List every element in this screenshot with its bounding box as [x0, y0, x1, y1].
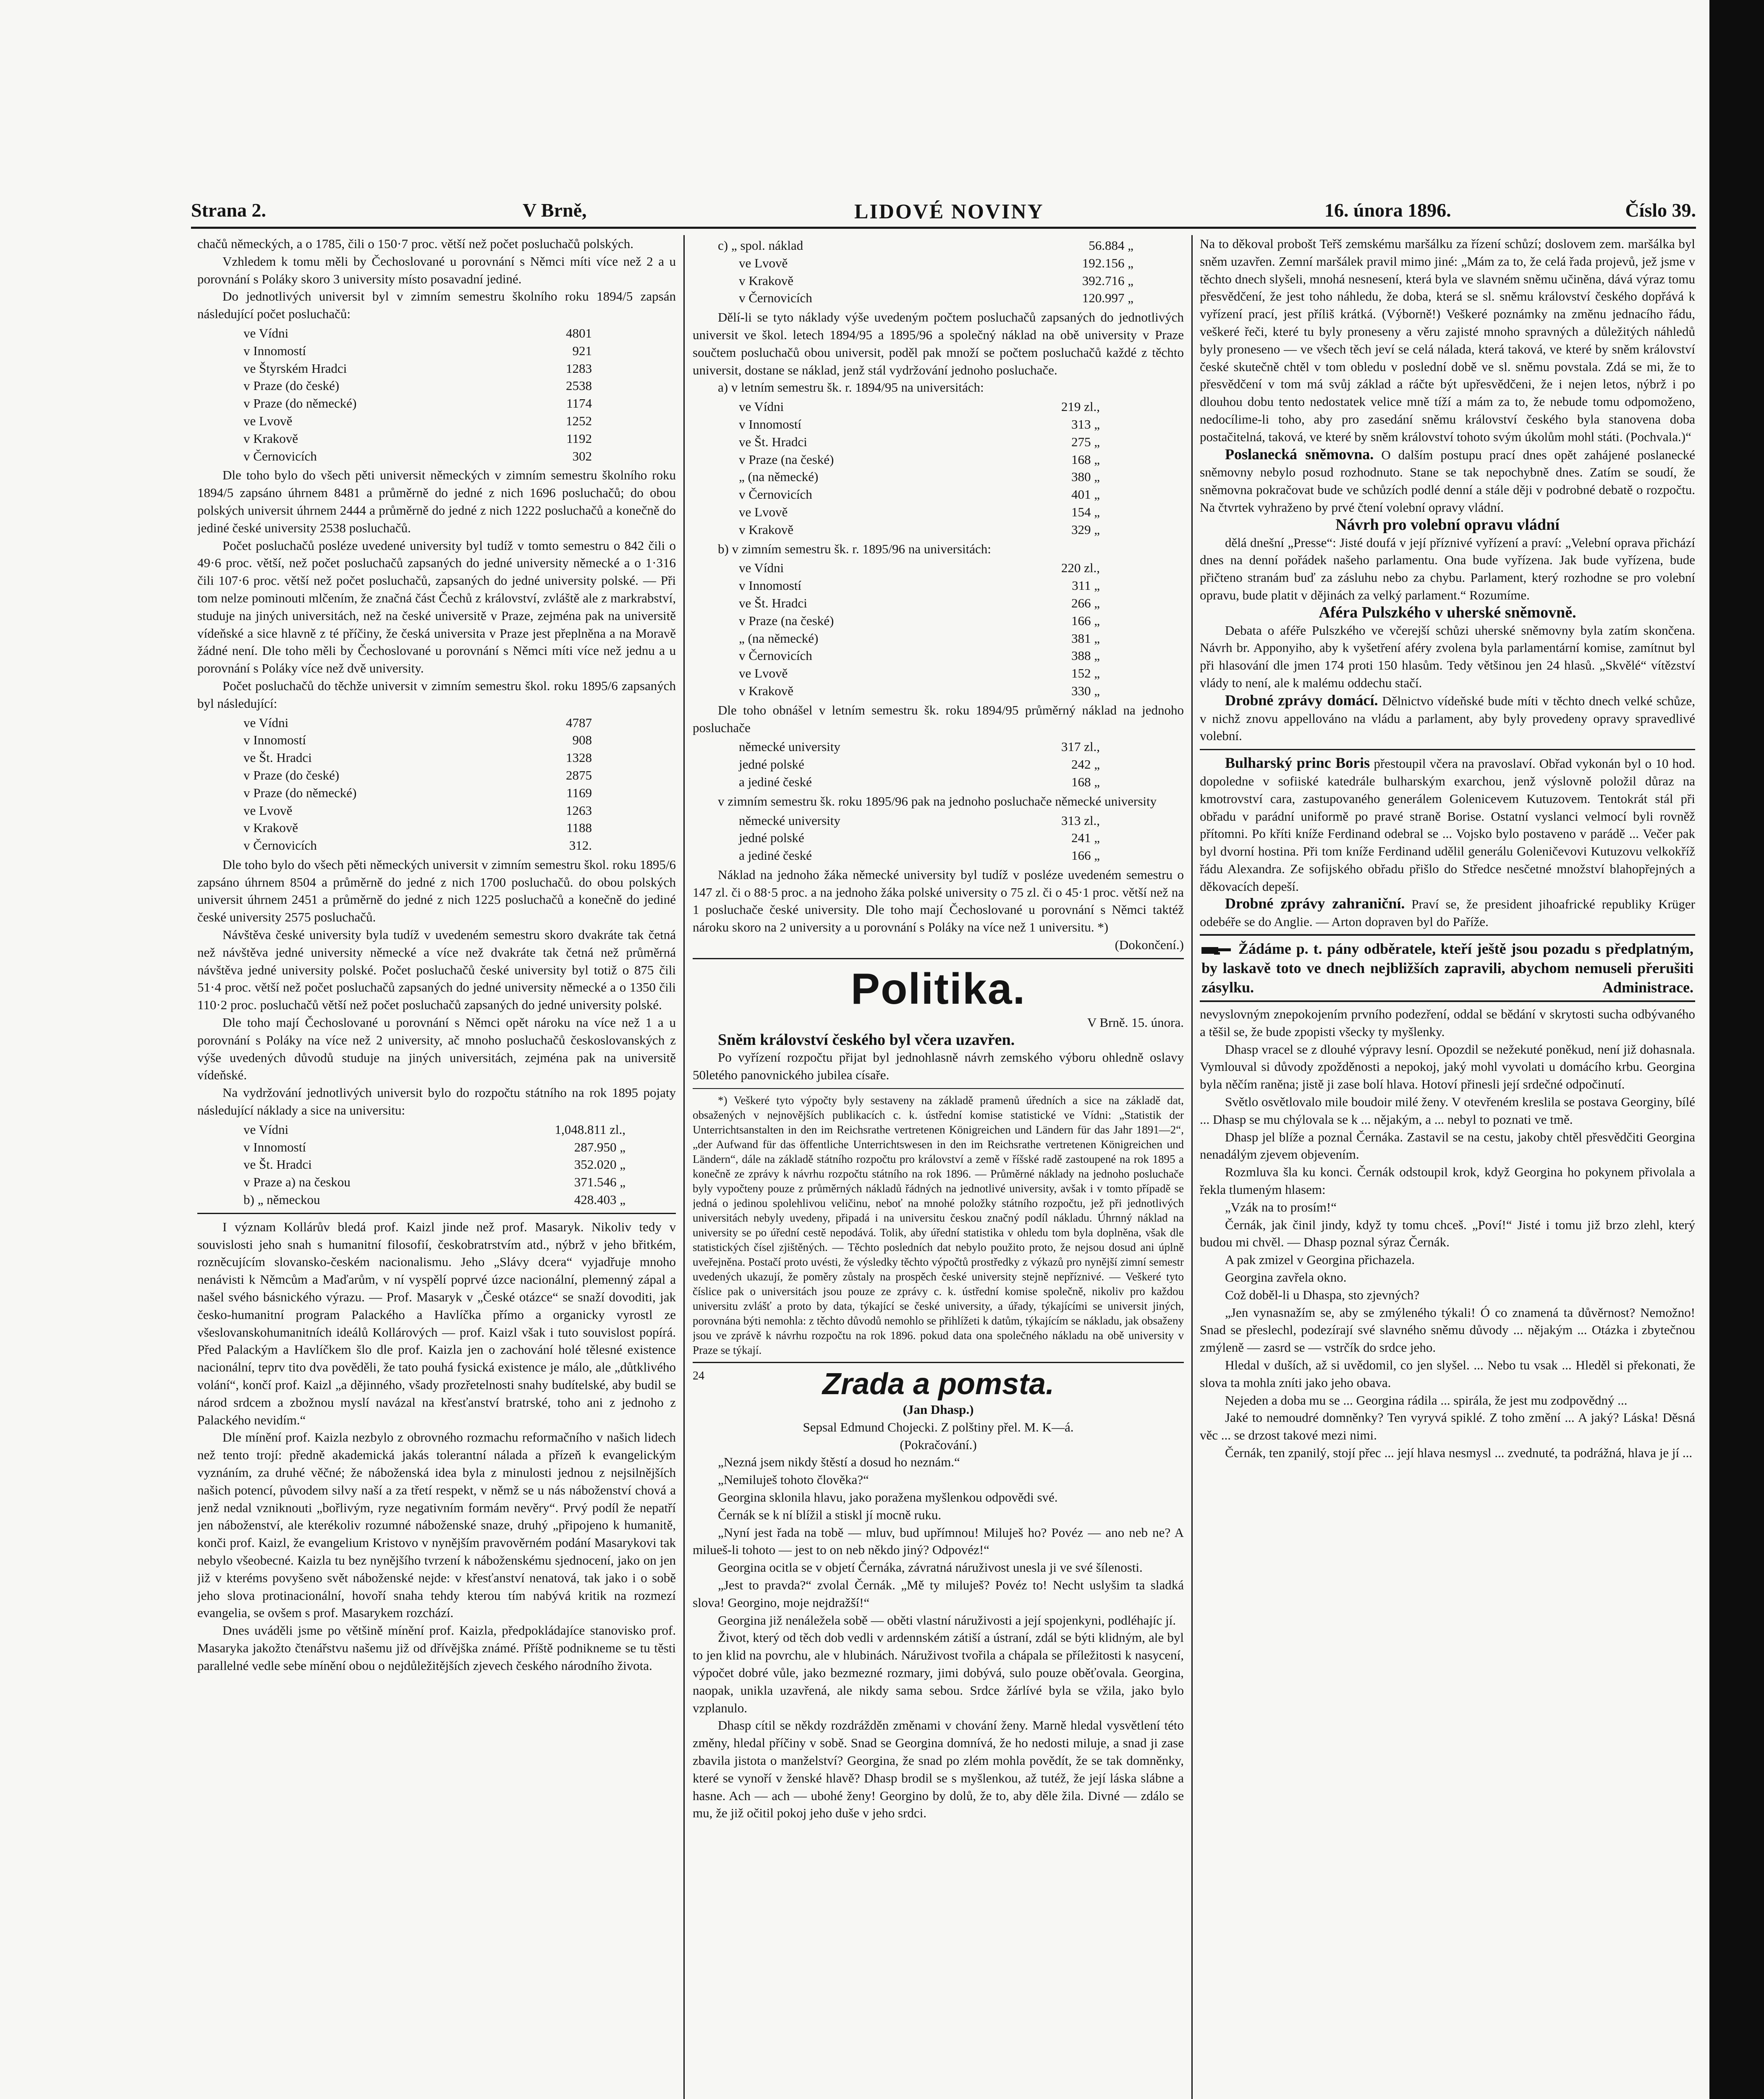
column-divider	[683, 235, 685, 2099]
table-value: 921	[572, 343, 592, 358]
table-label: ve Št. Hradci	[243, 1157, 312, 1172]
article-text: Debata o aféře Pulszkého ve včerejší schůzi uherské sněmovny byla zatím skončena. Návrh br. Apponyiho, aby k vyšetření aféry zvolena byla parlamentární komise, zamítnut byl při hlasování dle jmen 174 proti 150 hlasům. Tedy většinou jen 24 hlasů. „Skvělé“ vítězství vlády to není, ale k malému oddechu stačí.	[1200, 623, 1695, 690]
table-value: 908	[572, 733, 592, 748]
story-text: Hledal v duších, až si uvědomil, co jen slyšel. ... Nebo tu vsak ... Hleděl si překonati, že slova ta mohla zníti jako jeho obava.	[1200, 1358, 1695, 1390]
page-header	[191, 196, 1696, 226]
article-body: O dalším postupu prací dnes opět zahájené poslanecké sněmovny nebylo posud rozhodnuto. Stane se tak nepochybně dnes. Zatím se soudí, že sněmovna pokračovat bude ve schůzích podlé denní a stále ději v podrobné debatě o rozpočtu. Na čtvrtek vyhraženo by prvé čtení volební opravy vládní.	[1200, 447, 1695, 515]
table-value: 220 zl.,	[1061, 560, 1100, 576]
article-text: Počet posluchačů do těchže universit v zimním semestru škol. roku 1895/6 zapsaných byl následující:	[197, 678, 676, 711]
table-label: ve Lvově	[739, 666, 788, 681]
article-text	[1200, 895, 1695, 931]
article-heading: Bulharský princ Boris	[1225, 754, 1370, 772]
table-value: 1188	[566, 820, 592, 835]
table-label: v Praze (do české)	[243, 378, 340, 393]
table-value: 1252	[566, 413, 592, 428]
story-text: Černák, ten zpanilý, stojí přec ... její hlava nesmysl ... zvednuté, ta podrážná, hlava je jí ...	[1225, 1445, 1693, 1460]
section-rule	[1200, 749, 1695, 750]
story-text: „Nezná jsem nikdy štěstí a dosud ho neznám.“	[718, 1455, 960, 1470]
table-value: 219 zl.,	[1061, 399, 1100, 414]
feuilleton-continued: (Pokračování.)	[900, 1437, 977, 1452]
article-text: Na vydržování jednotlivých universit bylo do rozpočtu státního na rok 1895 pojaty následující náklady a sice na universitu:	[197, 1085, 676, 1118]
table-label: ve Lvově	[739, 255, 788, 270]
table-label: v Innomostí	[243, 1139, 306, 1154]
story-text: Černák, jak činil jindy, když ty tomu chceš. „Poví!“ Jisté i tomu již brzo zlehl, který budou mi chvěl. — Dhasp poznal sýraz Černák.	[1200, 1217, 1695, 1250]
notice-signature: Administrace.	[1602, 979, 1693, 996]
article-heading: Poslanecká sněmovna.	[1225, 445, 1374, 463]
per-student-table-b	[693, 559, 1184, 699]
story-text: Nejeden a doba mu se ... Georgina rádila ... spirála, že jest mu zodpovědný ...	[1225, 1392, 1628, 1408]
header-rule	[191, 227, 1696, 229]
footnote-rule	[693, 1088, 1184, 1089]
per-student-table-a	[693, 398, 1184, 538]
article-text: Počet posluchačů posléze uvedené university byl tudíž v tomto semestru o 842 čili o 49·6 proc. větší, než počet posluchačů zapsaných do jedné university německé a o 1·316 čili 107·6 proc. větší než počet posluchačů, zapsaných do jedné university polské. — Při tom nelze pominouti mlčením, že značná část Čechů z království, zvláště ale z markrabství, studuje na jiných universitách, než na české universitě v Praze, zejména pak na universitě vídeňské a sice hlavně z té příčiny, že česká universita v Praze jest přeplněna a na Moravě žádné není. Dle toho měli by Čechoslované u porovnání s Němci míti více než jednu a u porovnání s Poláky více než dvě university.	[197, 538, 676, 676]
issue-date: 16. února 1896.	[1324, 199, 1451, 221]
table-value: 381 „	[1071, 631, 1100, 646]
story-text: „Jest to pravda?“ zvolal Černák. „Mě ty miluješ? Povéz to! Necht uslyšim ta sladká slova! Georgino, moje nejdražší!“	[693, 1578, 1184, 1610]
table-label: v Innomostí	[243, 733, 306, 748]
story-text: Georgina sklonila hlavu, jako poražena myšlenkou odpovědi své.	[718, 1490, 1058, 1505]
table-label: v Innomostí	[243, 343, 306, 358]
table-value: 4801	[566, 325, 592, 340]
table-value: 329 „	[1071, 522, 1100, 537]
page-number: Strana 2.	[191, 199, 266, 221]
subscription-notice	[1200, 934, 1695, 1002]
table-value: 330 „	[1071, 683, 1100, 698]
table-value: 1169	[566, 785, 592, 800]
article-text: b) v zimním semestru šk. r. 1895/96 na universitách:	[718, 541, 991, 556]
table-label: v Krakově	[739, 273, 793, 288]
table-value: 275 „	[1071, 434, 1100, 449]
column-divider	[1191, 235, 1193, 2099]
average-table-2	[693, 812, 1184, 864]
scan-edge	[1709, 0, 1764, 2099]
table-label: a jediné české	[739, 848, 812, 863]
story-text: Život, který od těch dob vedli v ardennském zátiší a ústraní, zdál se býti klidným, ale byl to jen klid na povrchu, ale v hlubinách. Náruživost tvořila a chápala se příležitosti k nasycení, výpočet dobré vůle, jako bezmezné rozmary, jimi dobývá, sulo pouze oběťovala. Georgina, naopak, unikla uzavřená, ale nikdy sama sebou. Srdce žárlívé byla se vžila, jako bylo vzplanulo.	[693, 1630, 1184, 1715]
table-value: 392.716 „	[1082, 273, 1133, 288]
table-label: v Černovicích	[739, 487, 812, 502]
table-label: „ (na německé)	[739, 631, 819, 646]
table-label: ve Lvově	[243, 803, 293, 818]
article-text: v zimním semestru šk. roku 1895/96 pak na jednoho posluchače německé university	[718, 793, 1157, 809]
article-text: Dle toho mají Čechoslované u porovnání s Němci opět nároku na více než 1 a u porovnání s Poláky na více než 2 university, ač mnoho posluchačů českoslovanských z výše uvedených důvodů studuje na jiných universitách, zejména pak na universitě vídeňské.	[197, 1015, 676, 1083]
story-text: Dhasp jel blíže a poznal Černáka. Zastavil se na cestu, jakoby chtěl přesvědčiti Georgina nenadálým zjevem objevením.	[1200, 1129, 1695, 1162]
story-text: Jaké to nemoudré domněnky? Ten vyryvá spiklé. Z toho změní ... A jaký? Láska! Děsná věc ... se drzost takové mezi nimi.	[1200, 1410, 1695, 1443]
table-value: 1192	[566, 431, 592, 446]
feuilleton-header	[693, 1367, 1184, 1401]
table-value: 120.997 „	[1082, 291, 1133, 306]
pointing-hand-icon	[1201, 944, 1231, 957]
table-value: 166 „	[1071, 613, 1100, 628]
table-label: v Krakově	[739, 522, 793, 537]
table-label: v Praze (do české)	[243, 767, 340, 783]
table-label: v Černovicích	[739, 648, 812, 663]
table-value: 380 „	[1071, 469, 1100, 484]
story-text: „Jen vynasnažím se, aby se zmýleného týkali! Ó co znamená ta důvěrnost? Nemožno! Snad se přeslechl, podezírají své slavného sněmu důvody ... nějakým ... Otázka i zbytečnou zmýleně — zasrd se — vstrčík do srdce jeho.	[1200, 1305, 1695, 1355]
table-label: „ (na německé)	[739, 469, 819, 484]
enrollment-table-1894	[197, 325, 676, 465]
section-rule	[693, 1362, 1184, 1363]
article-text: Na to děkoval probošt Teřš zemskému maršálku za řízení schůzí; doslovem zem. maršálka byl sněm uzavřen. Zemní maršálek pravil mimo jiné: „Mám za to, že celá řada projevů, jež jsme v těchto dnech slyšeli, mnohá nesnesení, která byla ve slavném sněmu učiněna, dává výraz tomu přesvědčení, že jest toho náhledu, že doba, která se sl. sněmu království českého dopřává k vyřízení prací, jest příliš krátká. (Výborně!) Veškeré poznámky na změnu jednacího řádu, veškeré řeči, které tu byly proneseny a věru zajisté mnoho spravných a důležitých náhledů byly proneseno — ve všech těch jeví se celá nálada, která taková, ve které by sněm království české skutečně chtěl v tom obledu v poslední době ve sl. sněmu povstala. Zdá se mi, že to přesvědčení v tom má svůj základ a ráčte být upřesvědčeni, že i nejen letos, nýbrž i po dlouhou dobu tento nedostatek velice mně tíží a mám za to, že nebude tomu odpomoženo, nedocílime-li toho, aby pro zasedání sněmu království českého byla stanovena doba postačitelná, taková, ve které by sněm království tohoto svým úkolům mohl státi. (Pochvala.)“	[1200, 236, 1695, 444]
story-text: nevyslovným znepokojením prvního podezření, oddal se bědání v skrytosti sucha odbývaného a těšil se, že bude zpopisti všecky ty myšlenky.	[1200, 1007, 1695, 1039]
section-title: Politika.	[851, 964, 1026, 1013]
story-text: Rozmluva šla ku konci. Černák odstoupil krok, když Georgina ho pokynem přivolala a řekla tlumeným hlasem:	[1200, 1165, 1695, 1197]
table-label: jedné polské	[739, 757, 804, 772]
article-text: Dle mínění prof. Kaizla nezbylo z obrovného rozmachu reformačního v našich lidech než tento trojí: předně akademická jakás tolerantní nálada a přízeň k evangelickým vyznáním, za druhé věčné; že náboženská idea byla z minulosti jednou z nejsilnějších našich potencí, původem silvy naší a za třetí respekt, v němž se u nás náboženství chová a jenž nedal vzniknouti „bořlivým, ryze negativním formám nevěry“. Prvý podíl že nepatří jen náboženství, ale kterékoliv rozumné náboženské snaze, druhý „připojeno k humanitě, konči prof. Kaizl, že evangelium Kristovo v nynějším pravověrném podání Masarykovi tak nebylo všeobecné. Kaizla tu bez nynějšího tvrzení k náboženskému sjednocení, jako on jen již v kteréms povyšeno svět náboženské nejde: v křesťanství nenatová, tak jako i o sobě jeho slova protinacionální, hovoří snaha tehdy kterou tím nabývá kritik na rozmezí evangelia, se ovšem s prof. Masarykem rozchází.	[197, 1430, 676, 1620]
column-1	[197, 235, 676, 2099]
section-rule	[197, 1213, 676, 1214]
article-heading: Drobné zprávy domácí.	[1225, 691, 1378, 709]
article-text: Návštěva české university byla tudíž v uvedeném semestru skoro dvakráte tak četná než návštěva jedné university německé a více než dvakráte tak četná než průměrná návštěva jedné university polské. Počet posluchačů české university byl totiž o 875 čili 51·4 proc. větší než počet posluchačů zapsaných do jedné university německé a o 1350 čili 110·2 proc. posluchačů větší než počet posluchačů zapsaných do jedné university polské.	[197, 927, 676, 1013]
article-text: Po vyřízení rozpočtu přijat byl jednohlasně návrh zemského výboru ohledně oslavy 50letého panovnického jubilea císaře.	[693, 1050, 1184, 1083]
story-text: Světlo osvětlovalo mile boudoir milé ženy. V otevřeném kreslila se postava Georginy, bílé ... Dhasp se mu chýlovala se k ... nějakým, a ... nebyl to poznati ve tmě.	[1200, 1094, 1695, 1127]
table-label: b) „ německou	[243, 1192, 320, 1207]
table-label: v Praze (do německé)	[243, 785, 357, 800]
feuilleton-author: (Jan Dhasp.)	[903, 1402, 974, 1417]
table-value: 1,048.811 zl.,	[555, 1122, 626, 1137]
table-value: 168 „	[1071, 774, 1100, 789]
table-label: v Praze (na české)	[739, 452, 834, 467]
table-value: 2875	[566, 767, 592, 783]
article-text	[1200, 754, 1695, 895]
table-label: ve Lvově	[243, 413, 293, 428]
table-label: jedné polské	[739, 830, 804, 845]
average-table-1	[693, 738, 1184, 790]
table-label: ve Št. Hradci	[739, 595, 807, 610]
enrollment-table-1895	[197, 714, 676, 854]
table-value: 1328	[566, 750, 592, 765]
table-label: v Krakově	[739, 683, 793, 698]
dateline: V Brně. 15. února.	[1087, 1015, 1184, 1030]
article-text: Dle toho bylo do všech pěti německých universit v zimním semestru škol. roku 1895/6 zapsáno úhrnem 8504 a průměrně do jedné z nich 1700 posluchačů. do obou polských universit úhrnem 2451 a průměrně do jedné z nich 1225 posluchačů a konečně do jediné české university 2575 posluchačů.	[197, 857, 676, 925]
table-value: 56.884 „	[1089, 238, 1133, 253]
table-label: ve Vídni	[243, 325, 289, 340]
story-text: „Vzák na to prosím!“	[1225, 1199, 1337, 1214]
article-text	[1200, 446, 1695, 516]
table-value: 266 „	[1071, 595, 1100, 610]
story-text: A pak zmizel v Georgina přichazela.	[1225, 1252, 1415, 1267]
table-value: 1174	[566, 396, 592, 411]
article-text: chačů německých, a o 1785, čili o 150·7 proc. větší než počet posluchačů polských.	[197, 236, 634, 251]
table-label: ve Vídni	[243, 1122, 289, 1137]
table-label: ve Št. Hradci	[739, 434, 807, 449]
story-text: Dhasp cítil se někdy rozdrážděn změnami v chování ženy. Marně hledal vysvětlení této změny, hledal příčiny v sobě. Snad se Georgina domnívá, že ho nedosti miluje, a snad ji zase zbavila jistota o manželství? Georgina, že snad po zlém mohla povědít, že se tak domněnky, které se vynoří v ženské hlavě? Dhasp brodil se s myšlenkou, až tutéž, že její láska slábne a hasne. Ach — ach — ubohé ženy! Georgino by dolů, že to, aby děle žila. Divné — zdálo se mu, že již očitil pokoj jeho duše v jeho srdci.	[693, 1718, 1184, 1821]
table-label: v Krakově	[243, 431, 298, 446]
article-text: a) v letním semestru šk. r. 1894/95 na universitách:	[718, 380, 984, 395]
article-heading: Návrh pro volební opravu vládní	[1335, 516, 1560, 534]
table-value: 313 „	[1071, 416, 1100, 432]
feuilleton-byline: Sepsal Edmund Chojecki. Z polštiny přel. M. K—á.	[803, 1419, 1074, 1434]
table-value: 312.	[569, 838, 592, 853]
story-text: „Nyní jest řada na tobě — mluv, bud upřímnou! Miluješ ho? Povéz — ano neb ne? A milueš-li tohoto — jest to on neb někdo jiný? Odpovéz!“	[693, 1525, 1184, 1557]
table-value: 241 „	[1071, 830, 1100, 845]
table-label: a jediné české	[739, 774, 812, 789]
article-text: Vzhledem k tomu měli by Čechoslované u porovnání s Němci míti více než 2 a u porovnání s Poláky skoro 3 university místo posavadní jediné.	[197, 254, 676, 286]
table-label: v Černovicích	[243, 448, 317, 463]
story-text: Georgina zavřela okno.	[1225, 1270, 1347, 1285]
table-value: 4787	[566, 715, 592, 730]
table-label: německé university	[739, 813, 840, 828]
story-text: „Nemiluješ tohoto člověka?“	[718, 1472, 869, 1487]
article-text: I význam Kollárův bledá prof. Kaizl jinde než prof. Masaryk. Nikoliv tedy v souvislosti jeho snah s humanitní filosofií, českobratrstvím atd., nýbrž v jeho břitkém, rozněcujícím slovansko-českém nacionalismu. Jeho „Slávy dcera“ vyjadřuje mnoho nenávisti k Němcům a Maďarům, v ní vyspělí poprvé úzce nacionální, plemenný zápal a našel svého básnického výrazu. — Prof. Masaryk v „České otázce“ se snaží dovoditi, jak česko-humanitní program Palackého a Havlíčka přímo a organicky vyrostl ze všeslovanskohumanitních ideálů Kollárových — prof. Kaizl však i tuto souvislost popírá. Před Palackým a Havlíčkem šlo dle prof. Kaizla jen o zachování holé tělesné existence nacionální, teprv tito dva pověděli, že tato pouhá fysická existence je málo, ale „důtklivého volání“, končí prof. Kaizl „a dějinného, všady prozřetelnosti snahy budítelské, aby budil se národ srdcem a zbožnou myslí navázal na křesťanství bratrské, toho ani z jednoho z Palackého nevidím.“	[197, 1219, 676, 1427]
table-label: v Praze a) na českou	[243, 1175, 351, 1190]
table-label: v Krakově	[243, 820, 298, 835]
story-text: Georgina již nenáleželа sobě — oběti vlastní náruživosti a její spojenkyni, podléhajíc jí.	[718, 1612, 1176, 1628]
article-text	[1200, 692, 1695, 745]
notice-text: Žádáme p. t. pány odběratele, kteří ještě jsou pozadu s předplatným, by laskavě toto ve dnech nejbližších zapravili, abychom nemuseli přerušiti zásylku.	[1201, 940, 1694, 996]
table-label: ve Št. Hradci	[243, 750, 312, 765]
table-label: v Innomostí	[739, 578, 801, 593]
table-value: 428.403 „	[574, 1192, 626, 1207]
issue-number: Číslo 39.	[1625, 199, 1696, 221]
table-value: 388 „	[1071, 648, 1100, 663]
story-text: Dhasp vracel se z dlouhé výpravy lesní. Opozdil se nežekuté poněkud, není již dohasnala. Vymlouval si důvody zpožděnosti a nepokoj, jaký mohl vyvolati u domácího krbu. Georgina byla něčím raněna; jistě ji zase bolí hlava. Hotoví přinesli její srdečné odpočinutí.	[1200, 1042, 1695, 1092]
article-text: Dnes uváděli jsme po většině mínění prof. Kaizla, předpokládajíce stanovisko prof. Masaryka jakožto čtenářstvu našemu již od dřívějška známé. Příště podnikneme se tu těsti parallelné vedle sebe mínění obou o nejdůležitějších zjevech českého národního života.	[197, 1623, 676, 1673]
table-label: ve Lvově	[739, 504, 788, 519]
article-body: Dělnictvo vídeňské bude míti v těchto dnech velké schůze, v nichž znovu appellováno na vládu a parlament, aby byly provedeny opravy spravedlivé volební.	[1200, 693, 1695, 743]
table-value: 371.546 „	[574, 1175, 626, 1190]
table-value: 1283	[566, 361, 592, 376]
table-label: ve Vídni	[243, 715, 289, 730]
table-value: 287.950 „	[574, 1139, 626, 1154]
article-text: Náklad na jednoho žáka německé university byl tudíž v posléze uvedeném semestru o 147 zl. či o 88·5 proc. a na jednoho žáka polské university o 75 zl. či o 45·1 proc. větší než na 1 posluchače české university. Dle toho mají Čechoslované u porovnání s Němci taktéž nároku skoro na 2 university a u porovnání s Poláky na více než 1 universitu. *)	[693, 867, 1184, 935]
continuation-note: (Dokončení.)	[1115, 937, 1184, 953]
table-value: 168 „	[1071, 452, 1100, 467]
table-value: 401 „	[1071, 487, 1100, 502]
table-label: v Praze (na české)	[739, 613, 834, 628]
story-text: Černák se k ní blížil a stiskl jí mocně ruku.	[718, 1507, 942, 1522]
table-value: 317 zl.,	[1061, 739, 1100, 754]
table-label: v Praze (do německé)	[243, 396, 357, 411]
column-2	[693, 235, 1184, 2099]
article-text: Do jednotlivých universit byl v zimním semestru školního roku 1894/5 zapsán následující počet posluchačů:	[197, 289, 676, 322]
masthead: LIDOVÉ NOVINY	[854, 199, 1044, 223]
article-heading: Sněm království českého byl včera uzavřen.	[718, 1031, 1015, 1049]
table-value: 242 „	[1071, 757, 1100, 772]
table-label: v Innomostí	[739, 416, 801, 432]
article-heading: Drobné zprávy zahraniční.	[1225, 895, 1405, 912]
table-value: 152 „	[1071, 666, 1100, 681]
header-city: V Brně,	[523, 199, 587, 221]
table-value: 154 „	[1071, 504, 1100, 519]
table-label: ve Vídni	[739, 560, 784, 576]
story-text: Georgina ocitla se v objetí Černáka, závratná náruživost unesla ji ve své šílenosti.	[718, 1560, 1143, 1575]
cost-table-continued	[693, 237, 1184, 307]
table-label: německé university	[739, 739, 840, 754]
table-value: 166 „	[1071, 848, 1100, 863]
article-body: Praví se, že president jihoafrické republiky Krüger odebéře se do Anglie. — Arton dopraven byl do Paříže.	[1200, 897, 1695, 929]
table-label: v Černovicích	[243, 838, 317, 853]
table-label: ve Vídni	[739, 399, 784, 414]
table-value: 302	[572, 448, 592, 463]
column-3	[1200, 235, 1695, 2099]
article-text: Dělí-li se tyto náklady výše uvedeným počtem posluchačů zapsaných do jednotlivých universit ve škol. letech 1894/95 a 1895/96 a společný náklad na obě university v Praze součtem posluchačů obou universit, poděl pak množí se počtem posluchačů každé z těchto universit, dostane se náklad, jenž stál vydržování jednoho posluchače.	[693, 310, 1184, 377]
article-text: Dle toho obnášel v letním semestru šk. roku 1894/95 průměrný náklad na jednoho posluchače	[693, 702, 1184, 735]
table-value: 311 „	[1072, 578, 1100, 593]
table-label: c) „ spol. náklad	[718, 238, 803, 253]
table-value: 352.020 „	[574, 1157, 626, 1172]
article-text: Dle toho bylo do všech pěti universit německých v zimním semestru školního roku 1894/5 zapsáno úhrnem 8481 a průměrně do jedné z nich 1696 posluchačů; do obou polských universit úhrnem 2444 a průměrně do jedné z nich 1222 posluchačů a konečně do jediné české university 2538 posluchačů.	[197, 468, 676, 535]
feuilleton-number: 24	[693, 1369, 704, 1383]
table-value: 2538	[566, 378, 592, 393]
table-label: v Černovicích	[739, 291, 812, 306]
footnote: *) Veškeré tyto výpočty byly sestaveny na základě pramenů úředních a sice na základě dat, obsažených v nejnovějších publikacích c. k. ústřední komise statistické ve Vídni: „Statistik der Unterrichtsanstalten in den im Reichsrathe vertretenen Königreichen und Ländern für das Jahr 1891—2“, „der Aufwand für das öffentliche Unterrichtswesen in den im Reichsrathe vertretenen Königreichen und Ländern“, dále na základě státního rozpočtu pro království a země v říšské radě zastoupené na rok 1895 a konečně ze zprávy k návrhu rozpočtu státního na rok 1896. — Průměrné náklady na jednoho posluchače byly vypočteny pouze z průměrných nákladů řádných na jednotlivé university, avšak i v tomto případě se jedná o jedinou spolehlivou veličinu, neboť na mnohé položky státního rozpočtu, jež při jednotlivých universitách nebyly uvedeny, připadá i na universitu českou značný podíl nákladu. Úhrnný náklad na university se po úřední cestě nepodává. Tolik, aby úřední statistika v ohledu tom byla doplněna, však dle statistických čísel zjištěných. — Těchto posledních dat nebylo použito proto, že nejsou dosud ani úplně uveřejněna. Postačí proto uvésti, že výsledky těchto výpočtů prostředky z výkazů pro nynější zimní semestr uvedených ukazují, že poměry zůstaly na prospěch české university stejně nepříznivé. — Veškeré tyto číslice pak o universitách jsou pouze ze zprávy c. k. ústřední komise společně, nikoliv pro každou universitu zvlášť a proto by data, týkající se české university, a úřady, týkajícími se universit jiných, porovnána býti nemohla: z těchto důvodů nemohlo se přihlížeti k datům, týkajícím se nákladu, jak obsaženy jsou ve zprávě k návrhu rozpočtu na rok 1896. pokud data ona společného nákladu na obě university v Praze se týkají.	[693, 1094, 1184, 1357]
feuilleton-title: Zrada a pomsta.	[822, 1367, 1055, 1401]
table-label: ve Štyrském Hradci	[243, 361, 347, 376]
article-heading: Aféra Pulszkého v uherské sněmovně.	[1319, 603, 1576, 621]
table-value: 1263	[566, 803, 592, 818]
section-rule	[693, 958, 1184, 959]
article-body: přestoupil včera na pravoslaví. Obřad vykonán byl o 10 hod. dopoledne v sofiiské katedrále bulharským exarchou, jenž výslovně položil důraz na kmotrovství cara, zastupovaného generálem Golenicevem Kutuzovem. Tentokrát stál při obřadu v parádní uniformě po pravé straně Borise. Ostatní vyslanci velmocí byli rovněž přítomni. Po kříti kníže Ferdinand odebral se ... Vojsko bylo postaveno v parádě ... Večer pak byl dvorní hostina. Při tom kníže Ferdinand udělil generálu Goleničevovi Kutuzovu velkokříž řádu Alexandra. Ze sofijského obřadu přišlo do Středce nesčetné množství blahopřejných a děkovacích depeší.	[1200, 756, 1695, 894]
article-text: dělá dnešní „Presse“: Jisté doufá v její příznivé vyřízení a praví: „Velební oprava přichází dnes na denní pořádek našeho parlamentu. Ona bude vyřízena. Jak bude vyřízena, bude přičteno stranám buď za zásluhu nebo za chybu. Parlament, který rozhodne se pro volební opravu, bude platit v dějinách za velký parlament.“ Rozumíme.	[1200, 535, 1695, 602]
table-value: 192.156 „	[1082, 255, 1133, 270]
story-text: Což doběl-li u Dhaspa, sto zjevných?	[1225, 1287, 1420, 1302]
cost-table	[197, 1121, 676, 1209]
table-value: 313 zl.,	[1061, 813, 1100, 828]
